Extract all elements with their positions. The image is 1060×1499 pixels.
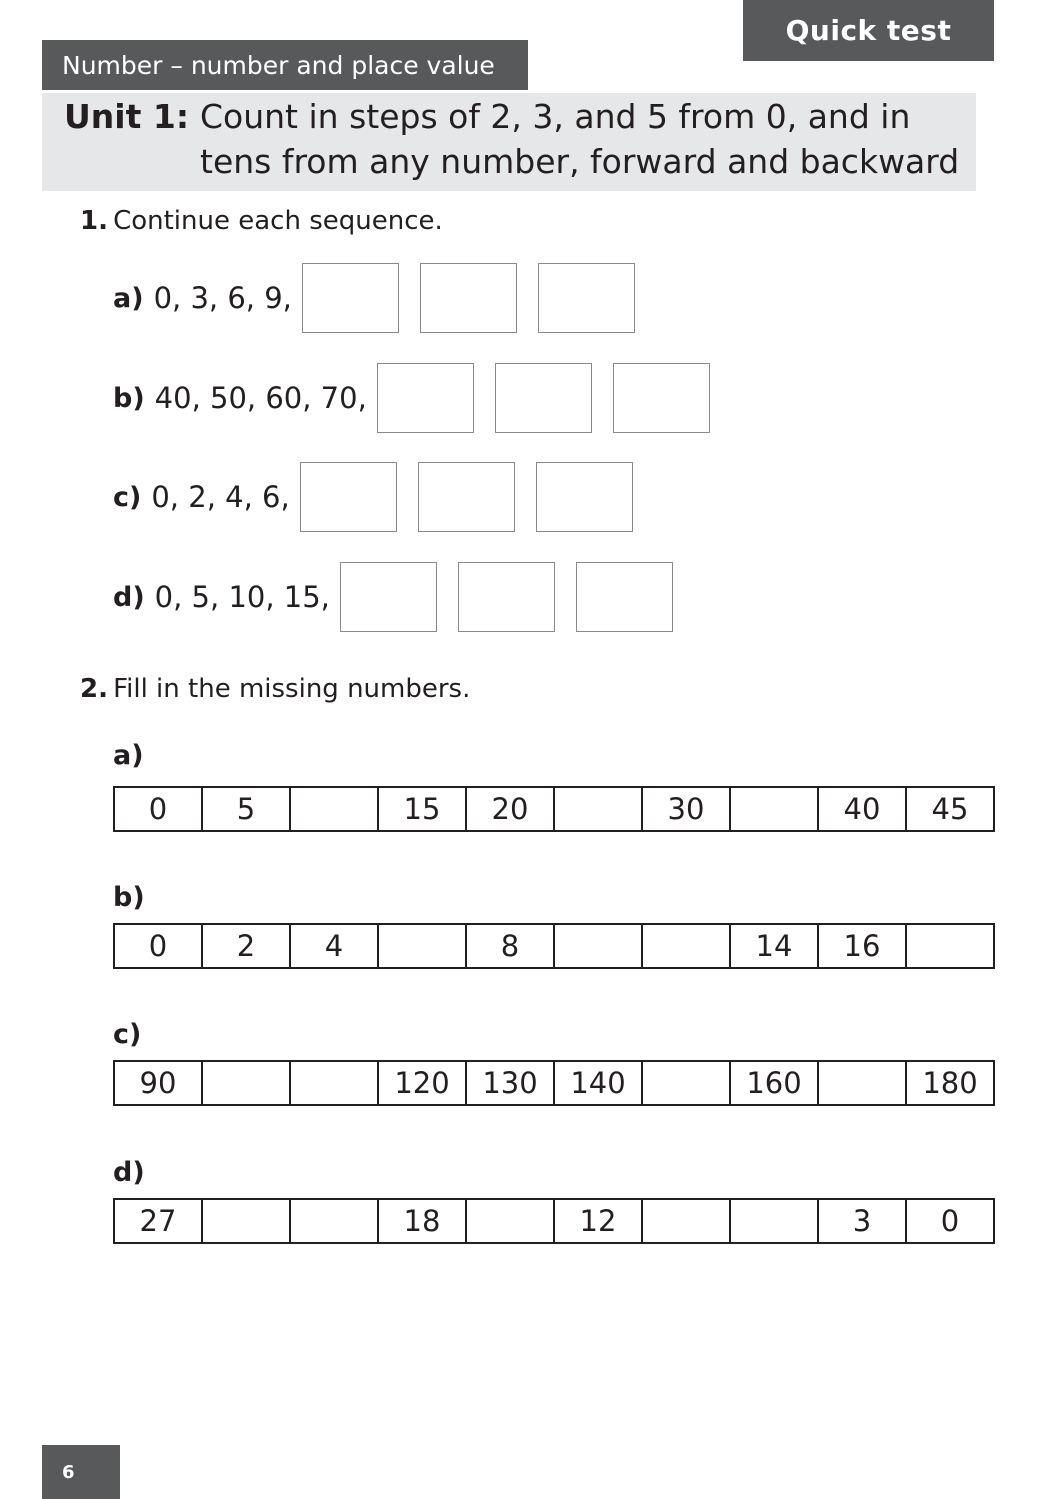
page-number: 6 xyxy=(42,1445,120,1499)
grid-cell[interactable]: 4 xyxy=(290,924,378,968)
grid-cell[interactable]: 120 xyxy=(378,1061,466,1105)
grid-cell[interactable] xyxy=(378,924,466,968)
grid-cell[interactable] xyxy=(730,787,818,831)
answer-box[interactable] xyxy=(302,263,399,333)
grid-cell[interactable]: 2 xyxy=(202,924,290,968)
answer-box[interactable] xyxy=(458,562,555,632)
grid-cell[interactable] xyxy=(642,924,730,968)
q2-part-b-label: b) xyxy=(113,882,145,913)
question-instruction: Fill in the missing numbers. xyxy=(113,674,471,704)
answer-box[interactable] xyxy=(340,562,437,632)
answer-box[interactable] xyxy=(613,363,710,433)
grid-cell[interactable]: 90 xyxy=(114,1061,202,1105)
q2-part-a-label: a) xyxy=(113,740,144,771)
topic-banner: Number – number and place value xyxy=(42,40,528,90)
q2-part-c-label: c) xyxy=(113,1019,142,1050)
grid-cell[interactable]: 12 xyxy=(554,1199,642,1243)
grid-cell[interactable]: 20 xyxy=(466,787,554,831)
unit-title-line-1: Count in steps of 2, 3, and 5 from 0, and in xyxy=(200,97,911,136)
question-number: 1. xyxy=(80,206,108,236)
grid-cell[interactable]: 0 xyxy=(906,1199,994,1243)
part-label: d) xyxy=(113,581,145,613)
grid-cell[interactable]: 3 xyxy=(818,1199,906,1243)
grid-cell[interactable]: 140 xyxy=(554,1061,642,1105)
number-grid-d xyxy=(113,1198,995,1244)
answer-box[interactable] xyxy=(377,363,474,433)
grid-cell[interactable]: 0 xyxy=(114,787,202,831)
sequence-text: 0, 3, 6, 9, xyxy=(153,281,292,315)
grid-cell[interactable] xyxy=(818,1061,906,1105)
q1-part-c xyxy=(113,462,654,532)
number-grid-a xyxy=(113,786,995,832)
grid-cell[interactable] xyxy=(730,1199,818,1243)
grid-cell[interactable]: 45 xyxy=(906,787,994,831)
grid-cell[interactable] xyxy=(202,1199,290,1243)
grid-cell[interactable]: 180 xyxy=(906,1061,994,1105)
answer-box[interactable] xyxy=(420,263,517,333)
q2-part-d-label: d) xyxy=(113,1157,145,1188)
quick-test-badge: Quick test xyxy=(743,0,994,61)
grid-cell[interactable] xyxy=(290,1199,378,1243)
question-instruction: Continue each sequence. xyxy=(113,206,443,236)
grid-cell[interactable] xyxy=(466,1199,554,1243)
question-2-heading xyxy=(80,674,470,704)
grid-cell[interactable]: 160 xyxy=(730,1061,818,1105)
grid-cell[interactable] xyxy=(202,1061,290,1105)
q1-part-d xyxy=(113,562,694,632)
answer-box[interactable] xyxy=(536,462,633,532)
grid-cell[interactable] xyxy=(642,1061,730,1105)
number-grid-b xyxy=(113,923,995,969)
sequence-text: 0, 2, 4, 6, xyxy=(151,480,290,514)
part-label: b) xyxy=(113,382,145,414)
unit-label: Unit 1: xyxy=(64,97,190,136)
answer-box[interactable] xyxy=(495,363,592,433)
grid-cell[interactable] xyxy=(290,787,378,831)
grid-cell[interactable]: 16 xyxy=(818,924,906,968)
unit-title-line-2: tens from any number, forward and backward xyxy=(200,142,960,181)
number-grid-c xyxy=(113,1060,995,1106)
grid-cell[interactable]: 27 xyxy=(114,1199,202,1243)
grid-cell[interactable]: 40 xyxy=(818,787,906,831)
grid-cell[interactable] xyxy=(554,924,642,968)
grid-cell[interactable]: 14 xyxy=(730,924,818,968)
part-label: c) xyxy=(113,481,142,513)
grid-cell[interactable] xyxy=(906,924,994,968)
grid-cell[interactable]: 130 xyxy=(466,1061,554,1105)
question-1-heading xyxy=(80,206,443,236)
part-label: a) xyxy=(113,282,144,314)
grid-cell[interactable] xyxy=(642,1199,730,1243)
question-number: 2. xyxy=(80,674,108,704)
sequence-text: 0, 5, 10, 15, xyxy=(154,580,330,614)
grid-cell[interactable] xyxy=(290,1061,378,1105)
answer-box[interactable] xyxy=(538,263,635,333)
answer-box[interactable] xyxy=(576,562,673,632)
grid-cell[interactable] xyxy=(554,787,642,831)
q1-part-a xyxy=(113,263,656,333)
grid-cell[interactable]: 5 xyxy=(202,787,290,831)
grid-cell[interactable]: 15 xyxy=(378,787,466,831)
sequence-text: 40, 50, 60, 70, xyxy=(154,381,367,415)
grid-cell[interactable]: 8 xyxy=(466,924,554,968)
answer-box[interactable] xyxy=(300,462,397,532)
grid-cell[interactable]: 30 xyxy=(642,787,730,831)
q1-part-b xyxy=(113,363,731,433)
answer-box[interactable] xyxy=(418,462,515,532)
grid-cell[interactable]: 0 xyxy=(114,924,202,968)
grid-cell[interactable]: 18 xyxy=(378,1199,466,1243)
